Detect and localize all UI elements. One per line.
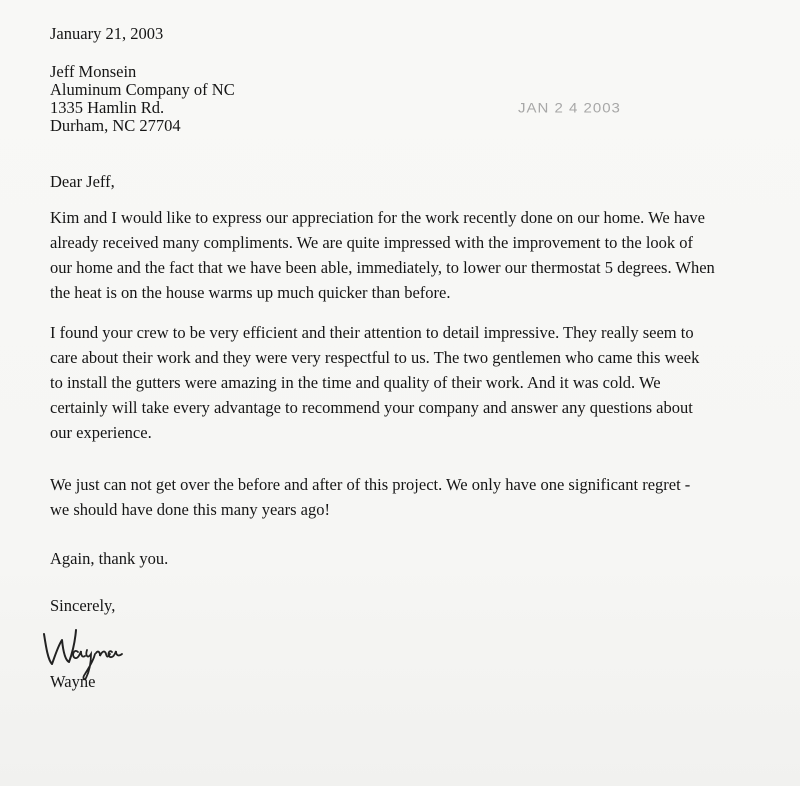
paragraph-line: we should have done this many years ago!	[50, 500, 330, 519]
body-paragraph-3	[50, 472, 760, 522]
letter-date: January 21, 2003	[50, 24, 164, 43]
paragraph-line: already received many compliments. We are quite impressed with the improvement to the look of	[50, 233, 694, 252]
salutation: Dear Jeff,	[50, 172, 115, 191]
paragraph-line: our home and the fact that we have been able, immediately, to lower our thermostat 5 degrees. When	[50, 258, 715, 277]
paragraph-line: Kim and I would like to express our appreciation for the work recently done on our home. We have	[50, 208, 705, 227]
thanks-line: Again, thank you.	[50, 549, 169, 568]
paragraph-line: certainly will take every advantage to recommend your company and answer any questions about	[50, 398, 693, 417]
recipient-city: Durham, NC 27704	[50, 116, 181, 135]
paragraph-line: We just can not get over the before and after of this project. We only have one significant regret -	[50, 475, 691, 494]
closing: Sincerely,	[50, 596, 116, 615]
recipient-company: Aluminum Company of NC	[50, 80, 235, 99]
recipient-name: Jeff Monsein	[50, 62, 137, 81]
paragraph-line: I found your crew to be very efficient and their attention to detail impressive. They really seem to	[50, 323, 694, 342]
body-paragraph-1	[50, 205, 760, 305]
received-date-stamp: JAN 2 4 2003	[518, 100, 621, 117]
paragraph-line: care about their work and they were very respectful to us. The two gentlemen who came this week	[50, 348, 700, 367]
paragraph-line: to install the gutters were amazing in the time and quality of their work. And it was cold. We	[50, 373, 661, 392]
recipient-street: 1335 Hamlin Rd.	[50, 98, 165, 117]
signer-name: Wayne	[50, 672, 96, 691]
body-paragraph-2	[50, 320, 760, 445]
paragraph-line: our experience.	[50, 423, 152, 442]
paragraph-line: the heat is on the house warms up much quicker than before.	[50, 283, 451, 302]
